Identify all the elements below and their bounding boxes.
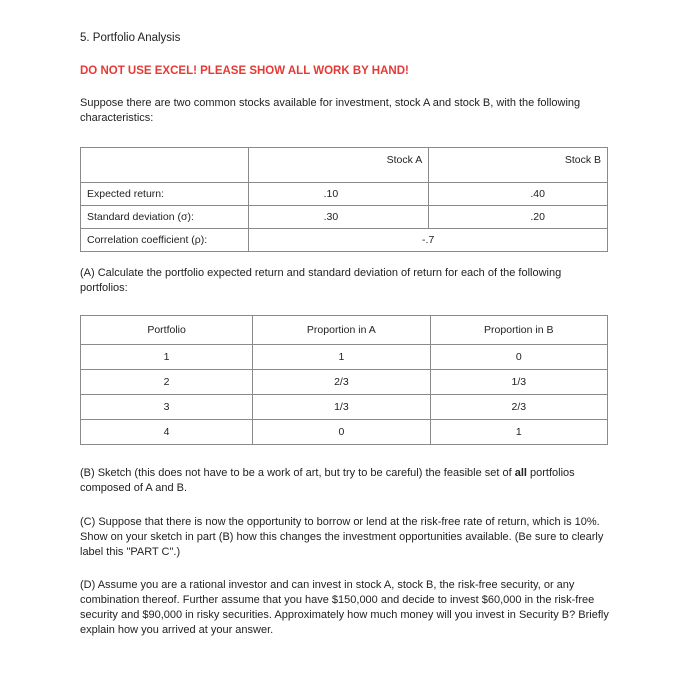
- cell-portfolio: 1: [81, 345, 253, 370]
- table-row: [81, 395, 608, 420]
- row-label: Expected return:: [81, 183, 249, 206]
- table-row: [81, 370, 608, 395]
- warning-text: DO NOT USE EXCEL! PLEASE SHOW ALL WORK BY HAND!: [80, 65, 409, 77]
- cell-stock-a-value: .30: [249, 206, 429, 229]
- table-header-row: [81, 148, 608, 183]
- cell-proportion-b: 2/3: [430, 395, 607, 420]
- cell-stock-a-value: .10: [249, 183, 429, 206]
- cell-proportion-a: 1/3: [253, 395, 430, 420]
- cell-proportion-a: 2/3: [253, 370, 430, 395]
- table-row: [81, 345, 608, 370]
- stock-characteristics-table: [80, 147, 608, 252]
- cell-proportion-a: 0: [253, 420, 430, 445]
- cell-proportion-b: 1: [430, 420, 607, 445]
- part-d-paragraph: (D) Assume you are a rational investor and can invest in stock A, stock B, the risk-free security, or any combination thereof. Further assume that you have $150,000 and decide to invest $60,000 in the risk-free security and $90,000 in risky securities. Approximately how much money will you invest in Security B? Briefly explain how you arrived at your answer.: [80, 579, 609, 636]
- part-a-paragraph: (A) Calculate the portfolio expected return and standard deviation of return for each of the following portfolios:: [80, 267, 562, 294]
- cell-portfolio: 4: [81, 420, 253, 445]
- row-label: Standard deviation (σ):: [81, 206, 249, 229]
- cell-correlation-value: -.7: [249, 229, 608, 252]
- part-b-paragraph: [80, 466, 610, 496]
- cell-proportion-a: 1: [253, 345, 430, 370]
- portfolio-table: [80, 315, 608, 445]
- header-proportion-a: Proportion in A: [253, 316, 430, 345]
- table-row-std-dev: [81, 206, 608, 229]
- intro-paragraph: Suppose there are two common stocks available for investment, stock A and stock B, with the following characteristics:: [80, 97, 581, 124]
- table-row-correlation: [81, 229, 608, 252]
- header-proportion-b: Proportion in B: [430, 316, 607, 345]
- header-cell-empty: [81, 148, 249, 183]
- table-row-expected-return: [81, 183, 608, 206]
- header-stock-a: Stock A: [249, 148, 429, 183]
- table-header-row: [81, 316, 608, 345]
- cell-portfolio: 2: [81, 370, 253, 395]
- part-b-bold-word: all: [514, 467, 527, 479]
- cell-proportion-b: 0: [430, 345, 607, 370]
- table-row: [81, 420, 608, 445]
- cell-proportion-b: 1/3: [430, 370, 607, 395]
- cell-portfolio: 3: [81, 395, 253, 420]
- header-stock-b: Stock B: [429, 148, 608, 183]
- part-c-paragraph: (C) Suppose that there is now the opportunity to borrow or lend at the risk-free rate of return, which is 10%. Show on your sketch in part (B) how this changes the investment opportunities available. (Be sure to clearly label this "PART C".): [80, 516, 604, 558]
- part-b-text-end: portfolios composed of A and B.: [80, 467, 575, 494]
- part-b-text: (B) Sketch (this does not have to be a work of art, but try to be careful) the feasible set of: [80, 467, 515, 479]
- row-label: Correlation coefficient (ρ):: [81, 229, 249, 252]
- cell-stock-b-value: .20: [429, 206, 608, 229]
- header-portfolio: Portfolio: [81, 316, 253, 345]
- question-title: 5. Portfolio Analysis: [80, 32, 181, 44]
- cell-stock-b-value: .40: [429, 183, 608, 206]
